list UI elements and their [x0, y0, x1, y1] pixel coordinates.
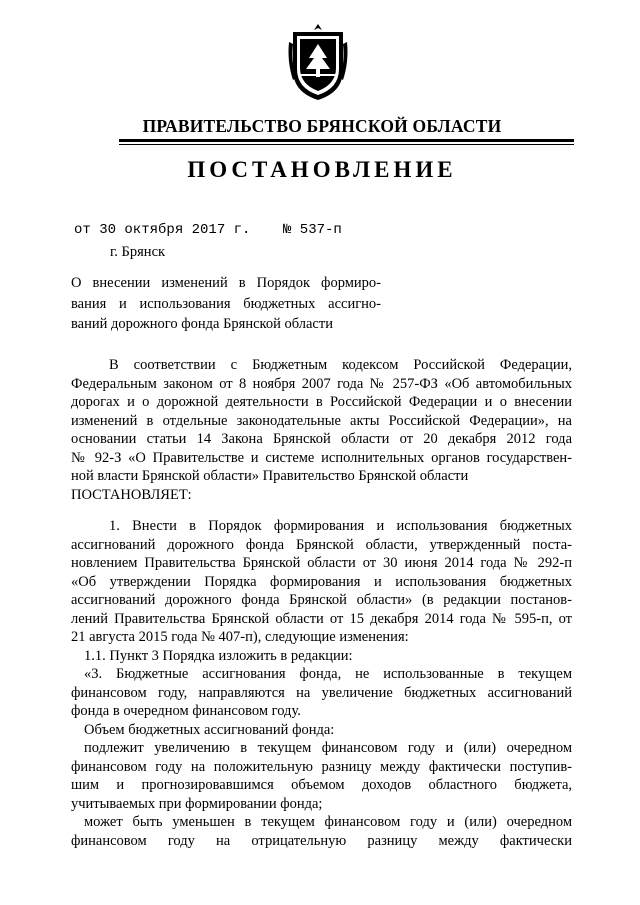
preamble-paragraph: [71, 356, 572, 504]
text-line: 21 августа 2015 года № 407-п), следующие изменения:: [71, 629, 409, 645]
subject-line: О внесении изменений в Порядок формиро-: [71, 275, 381, 291]
text-line: ассигнований дорожного фонда Брянской области» (в редакции постанов-: [71, 592, 572, 608]
coat-of-arms-icon: [287, 22, 349, 102]
text-line: 1. Внести в Порядок формирования и использования бюджетных: [109, 518, 572, 534]
document-number: № 537-п: [283, 222, 342, 238]
text-line: финансовом году на положительную разницу между фактически поступив-: [71, 758, 572, 775]
text-line: финансовом году, направляются на увеличение бюджетных ассигнований: [71, 684, 572, 701]
header-rule-thin: [119, 144, 574, 145]
text-line: В соответствии с Бюджетным кодексом Российской Федерации,: [109, 357, 572, 373]
text-line: финансовом году на отрицательную разницу между фактически: [71, 832, 572, 849]
item-1-paragraph: [71, 517, 572, 850]
text-line: дорогах и о дорожной деятельности в Российской Федерации и о внесении: [71, 394, 572, 410]
organization-title: ПРАВИТЕЛЬСТВО БРЯНСКОЙ ОБЛАСТИ: [142, 116, 502, 136]
text-line: ассигнований дорожного фонда Брянской области, утвержденный поста-: [71, 536, 572, 553]
text-line: основании статьи 14 Закона Брянской области от 20 декабря 2012 года: [71, 431, 572, 447]
text-line: № 92-З «О Правительстве и системе исполнительных органов государствен-: [71, 449, 572, 466]
text-line: изменений в отдельные законодательные акты Российской Федерации», на: [71, 412, 572, 429]
text-line: подлежит увеличению в текущем финансовом году и (или) очередном: [84, 740, 572, 756]
document-city: г. Брянск: [110, 244, 166, 260]
document-type-title: ПОСТАНОВЛЕНИЕ: [187, 157, 457, 182]
text-line: ПОСТАНОВЛЯЕТ:: [71, 486, 192, 503]
document-date: от 30 октября 2017 г.: [74, 222, 251, 238]
text-line: новлением Правительства Брянской области от 30 июня 2014 года № 292-п: [71, 555, 572, 571]
subject-line: ваний дорожного фонда Брянской области: [71, 316, 333, 332]
header-rule-thick: [119, 139, 574, 142]
text-line: фонда в очередном финансовом году.: [71, 703, 301, 719]
text-line: шим и прогнозировавшимся объемом доходов областного бюджета,: [71, 777, 572, 793]
text-line: Федеральным законом от 8 ноября 2007 года № 257-ФЗ «Об автомобильных: [71, 375, 572, 392]
subject-line: вания и использования бюджетных ассигно-: [71, 295, 381, 312]
text-line: ной власти Брянской области» Правительство Брянской области: [71, 468, 469, 484]
text-line: «Об утверждении Порядка формирования и использования бюджетных: [71, 573, 572, 590]
text-line: может быть уменьшен в текущем финансовом году и (или) очередном: [84, 814, 572, 830]
text-line: Объем бюджетных ассигнований фонда:: [84, 721, 335, 738]
text-line: 1.1. Пункт 3 Порядка изложить в редакции:: [84, 647, 353, 664]
text-line: лений Правительства Брянской области от 15 декабря 2014 года № 595-п, от: [71, 610, 572, 627]
text-line: учитываемых при формировании фонда;: [71, 795, 323, 812]
document-subject: [71, 273, 381, 335]
text-line: «3. Бюджетные ассигнования фонда, не использованные в текущем: [84, 666, 572, 682]
